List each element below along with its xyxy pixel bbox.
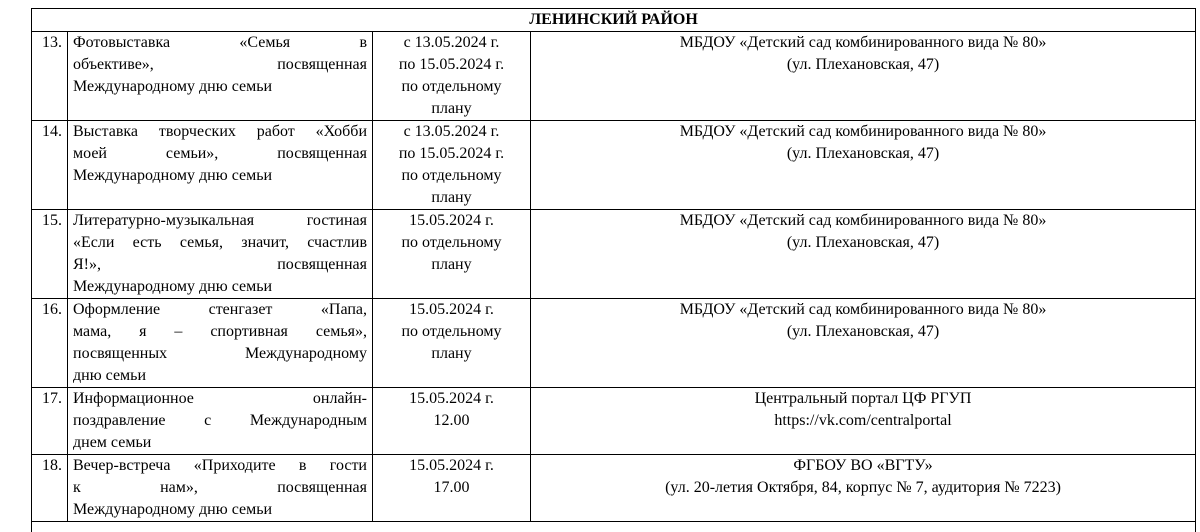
event-date-line: по отдельному <box>378 321 525 343</box>
event-date-line: с 13.05.2024 г. <box>378 32 525 54</box>
event-place-line: МБДОУ «Детский сад комбинированного вида № 80» <box>536 32 1190 54</box>
event-date-line: по отдельному <box>378 76 525 98</box>
event-title-line: моей семьи», посвященная <box>73 143 367 165</box>
event-date <box>373 32 531 121</box>
event-title <box>68 388 373 455</box>
row-number: 13. <box>32 32 68 121</box>
event-title-line: Выставка творческих работ «Хобби <box>73 121 367 143</box>
event-date <box>373 210 531 299</box>
event-title-line: поздравление с Международным <box>73 410 367 432</box>
event-date-line: 12.00 <box>378 410 525 432</box>
event-date-line: 15.05.2024 г. <box>378 388 525 410</box>
event-place-line: (ул. Плехановская, 47) <box>536 54 1190 76</box>
event-date-line: 17.00 <box>378 477 525 499</box>
event-title-line: Международному дню семьи <box>73 165 367 187</box>
event-place <box>531 32 1196 121</box>
event-place <box>531 121 1196 210</box>
event-place-line: (ул. Плехановская, 47) <box>536 232 1190 254</box>
event-title-line: Фотовыставка «Семья в <box>73 32 367 54</box>
event-place <box>531 299 1196 388</box>
event-date-line: по 15.05.2024 г. <box>378 143 525 165</box>
event-title-line: объективе», посвященная <box>73 54 367 76</box>
event-date-line: 15.05.2024 г. <box>378 210 525 232</box>
table-row <box>32 299 1196 388</box>
event-date-line: плану <box>378 254 525 276</box>
event-date <box>373 455 531 522</box>
event-date-line: 15.05.2024 г. <box>378 455 525 477</box>
row-number: 18. <box>32 455 68 522</box>
event-title-line: «Если есть семья, значит, счастлив <box>73 232 367 254</box>
event-title-line: Международному дню семьи <box>73 276 367 298</box>
event-place-line: (ул. 20-летия Октября, 84, корпус № 7, аудитория № 7223) <box>536 477 1190 499</box>
event-place-line: МБДОУ «Детский сад комбинированного вида № 80» <box>536 210 1190 232</box>
event-title <box>68 210 373 299</box>
event-place-line: ФГБОУ ВО «ВГТУ» <box>536 455 1190 477</box>
event-date-line: по 15.05.2024 г. <box>378 54 525 76</box>
row-number: 15. <box>32 210 68 299</box>
event-place-line: Центральный портал ЦФ РГУП <box>536 388 1190 410</box>
table-row-continuation <box>32 522 1196 532</box>
event-title-line: мама, я – спортивная семья», <box>73 321 367 343</box>
event-title <box>68 121 373 210</box>
event-date-line: по отдельному <box>378 232 525 254</box>
event-place-line: https://vk.com/centralportal <box>536 410 1190 432</box>
event-date-line: плану <box>378 187 525 209</box>
event-title-line: Информационное онлайн- <box>73 388 367 410</box>
event-title-line: дню семьи <box>73 365 367 387</box>
event-title <box>68 455 373 522</box>
event-title-line: Международному дню семьи <box>73 499 367 521</box>
event-place <box>531 210 1196 299</box>
event-title-line: посвященных Международному <box>73 343 367 365</box>
event-place <box>531 388 1196 455</box>
row-number: 14. <box>32 121 68 210</box>
event-title-line: Вечер-встреча «Приходите в гости <box>73 455 367 477</box>
event-place-line: (ул. Плехановская, 47) <box>536 321 1190 343</box>
events-table <box>31 8 1196 532</box>
event-title-line: днем семьи <box>73 432 367 454</box>
event-date-line: с 13.05.2024 г. <box>378 121 525 143</box>
event-date <box>373 121 531 210</box>
event-place-line: (ул. Плехановская, 47) <box>536 143 1190 165</box>
event-date <box>373 388 531 455</box>
event-title <box>68 299 373 388</box>
event-date-line: по отдельному <box>378 165 525 187</box>
table-row <box>32 455 1196 522</box>
event-place-line: МБДОУ «Детский сад комбинированного вида № 80» <box>536 299 1190 321</box>
table-row <box>32 210 1196 299</box>
event-date-line: плану <box>378 98 525 120</box>
event-date-line: плану <box>378 343 525 365</box>
event-place-line: МБДОУ «Детский сад комбинированного вида № 80» <box>536 121 1190 143</box>
table-row <box>32 388 1196 455</box>
event-title-line: Международному дню семьи <box>73 76 367 98</box>
event-date <box>373 299 531 388</box>
row-number: 17. <box>32 388 68 455</box>
table-row <box>32 121 1196 210</box>
row-number: 16. <box>32 299 68 388</box>
event-title-line: Оформление стенгазет «Папа, <box>73 299 367 321</box>
event-title <box>68 32 373 121</box>
table-row <box>32 32 1196 121</box>
event-place <box>531 455 1196 522</box>
event-date-line: 15.05.2024 г. <box>378 299 525 321</box>
event-title-line: Я!», посвященная <box>73 254 367 276</box>
event-title-line: к нам», посвященная <box>73 477 367 499</box>
event-title-line: Литературно-музыкальная гостиная <box>73 210 367 232</box>
continuation-cell <box>32 522 1196 532</box>
district-header: ЛЕНИНСКИЙ РАЙОН <box>32 9 1196 32</box>
